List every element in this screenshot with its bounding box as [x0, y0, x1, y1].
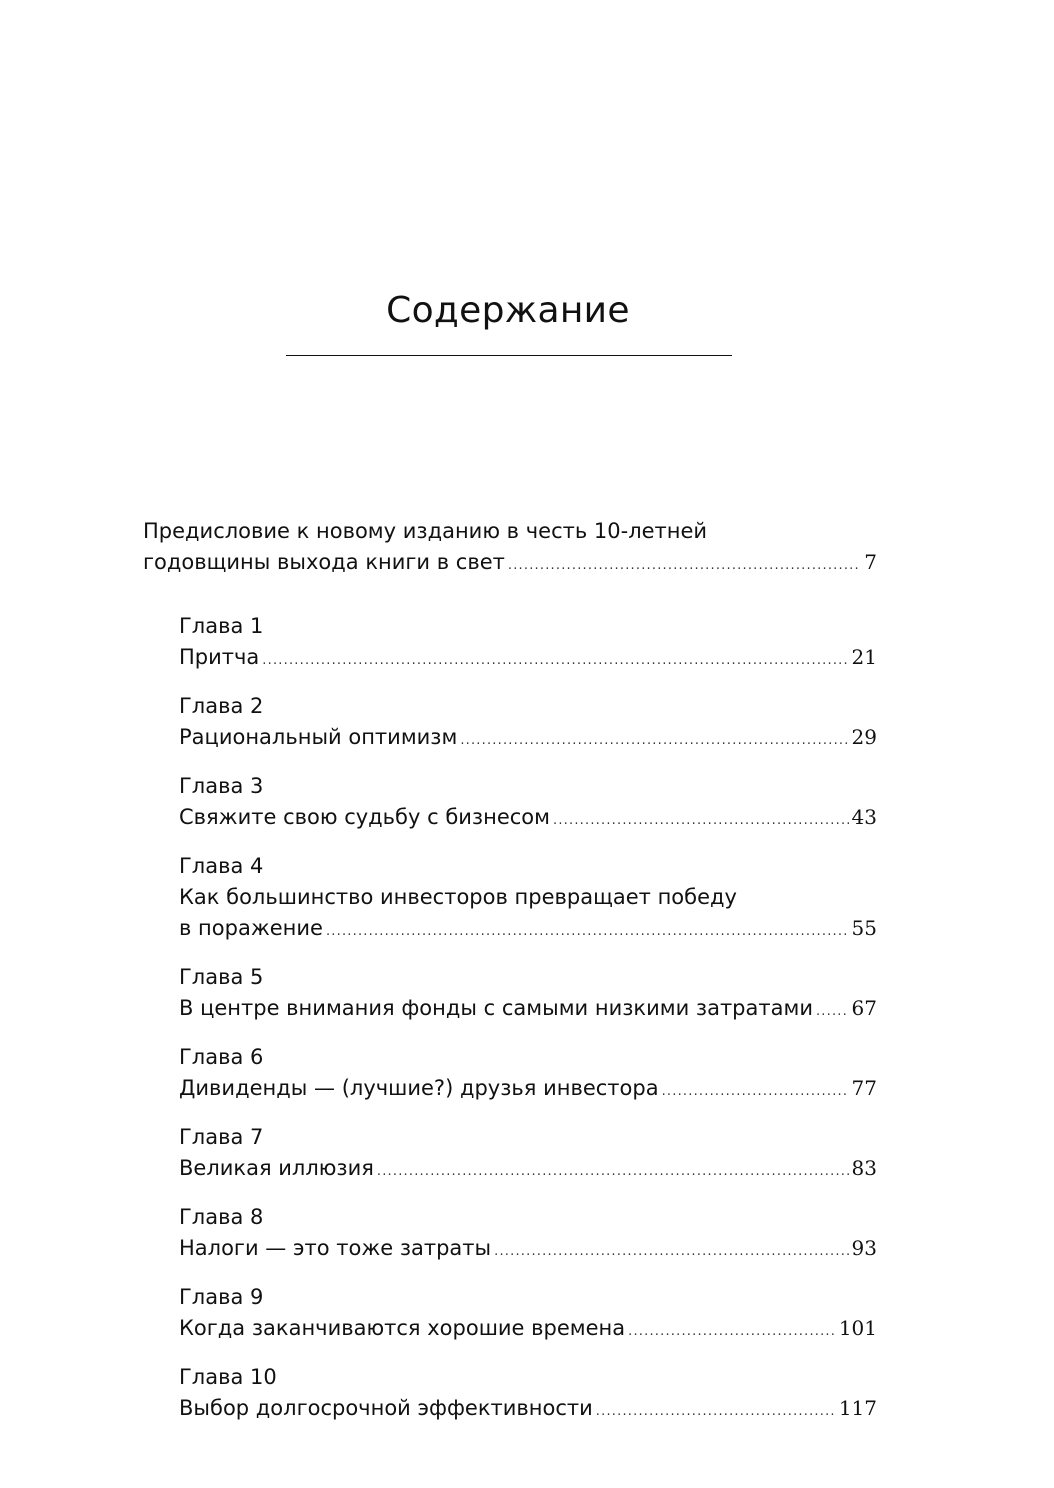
toc-entry-title-line: в поражение — [179, 916, 323, 940]
toc-entry-chapter-6[interactable] — [143, 1042, 877, 1107]
toc-entry-title-line: Свяжите свою судьбу с бизнесом — [179, 805, 550, 829]
dot-leader — [596, 1396, 836, 1427]
dot-leader — [377, 1156, 849, 1187]
page-number: 43 — [851, 805, 877, 829]
chapter-label: Глава 2 — [179, 694, 264, 718]
toc-entry-last-line — [143, 547, 877, 581]
toc-entry-title-line: Рациональный оптимизм — [179, 725, 458, 749]
toc-entry-title-line: Выбор долгосрочной эффективности — [179, 1396, 593, 1420]
toc-entry-last-line — [179, 1073, 877, 1107]
page-number: 7 — [864, 550, 877, 574]
dot-leader — [662, 1076, 849, 1107]
toc-entry-chapter-4[interactable] — [143, 851, 877, 947]
chapter-label: Глава 1 — [179, 614, 264, 638]
toc-entry-title-line: Предисловие к новому изданию в честь 10-летней — [143, 519, 708, 543]
dot-leader — [326, 916, 849, 947]
toc-entry-last-line — [179, 913, 877, 947]
chapter-list — [143, 611, 877, 1427]
page-title: Содержание — [386, 290, 630, 331]
toc-entry-chapter-2[interactable] — [143, 691, 877, 756]
toc-entry-title-line: Когда заканчиваются хорошие времена — [179, 1316, 626, 1340]
table-of-contents — [143, 516, 877, 1442]
dot-leader — [553, 805, 849, 836]
toc-entry-chapter-1[interactable] — [143, 611, 877, 676]
toc-entry-last-line — [179, 1153, 877, 1187]
page-number: 29 — [851, 725, 877, 749]
toc-entry-chapter-5[interactable] — [143, 962, 877, 1027]
toc-entry-chapter-9[interactable] — [143, 1282, 877, 1347]
toc-entry-title-line: Налоги — это тоже затраты — [179, 1236, 492, 1260]
chapter-label: Глава 5 — [179, 965, 264, 989]
toc-entry-last-line — [179, 642, 877, 676]
page-number: 101 — [838, 1316, 877, 1340]
page-number: 67 — [851, 996, 877, 1020]
toc-entry-last-line — [179, 1393, 877, 1427]
toc-entry-last-line — [179, 993, 877, 1027]
toc-entry-last-line — [179, 1233, 877, 1267]
dot-leader — [262, 645, 848, 676]
chapter-label: Глава 8 — [179, 1205, 264, 1229]
toc-entry-chapter-10[interactable] — [143, 1362, 877, 1427]
page-number: 83 — [851, 1156, 877, 1180]
toc-entry-preface[interactable] — [143, 516, 877, 581]
dot-leader — [628, 1316, 836, 1347]
toc-entry-chapter-3[interactable] — [143, 771, 877, 836]
toc-entry-title-line: В центре внимания фонды с самыми низкими затратами — [179, 996, 813, 1020]
dot-leader — [494, 1236, 848, 1267]
chapter-label: Глава 7 — [179, 1125, 264, 1149]
toc-entry-title-line: Дивиденды — (лучшие?) друзья инвестора — [179, 1076, 659, 1100]
toc-entry-chapter-7[interactable] — [143, 1122, 877, 1187]
toc-entry-title-line: Притча — [179, 645, 260, 669]
toc-entry-last-line — [179, 1313, 877, 1347]
chapter-label: Глава 9 — [179, 1285, 264, 1309]
toc-entry-last-line — [179, 722, 877, 756]
toc-entry-title-line: Великая иллюзия — [179, 1156, 374, 1180]
toc-entry-last-line — [179, 802, 877, 836]
chapter-label: Глава 3 — [179, 774, 264, 798]
chapter-label: Глава 4 — [179, 854, 264, 878]
toc-entry-title-line: годовщины выхода книги в свет — [143, 550, 505, 574]
title-underline — [286, 355, 732, 356]
page-number: 117 — [838, 1396, 877, 1420]
toc-entry-title-line: Как большинство инвесторов превращает победу — [179, 885, 737, 909]
page-number: 93 — [851, 1236, 877, 1260]
page-number: 77 — [851, 1076, 877, 1100]
toc-entry-chapter-8[interactable] — [143, 1202, 877, 1267]
chapter-label: Глава 10 — [179, 1365, 277, 1389]
dot-leader — [460, 725, 848, 756]
page-number: 21 — [851, 645, 877, 669]
page-number: 55 — [851, 916, 877, 940]
dot-leader — [816, 996, 849, 1027]
chapter-label: Глава 6 — [179, 1045, 264, 1069]
dot-leader — [508, 550, 861, 581]
